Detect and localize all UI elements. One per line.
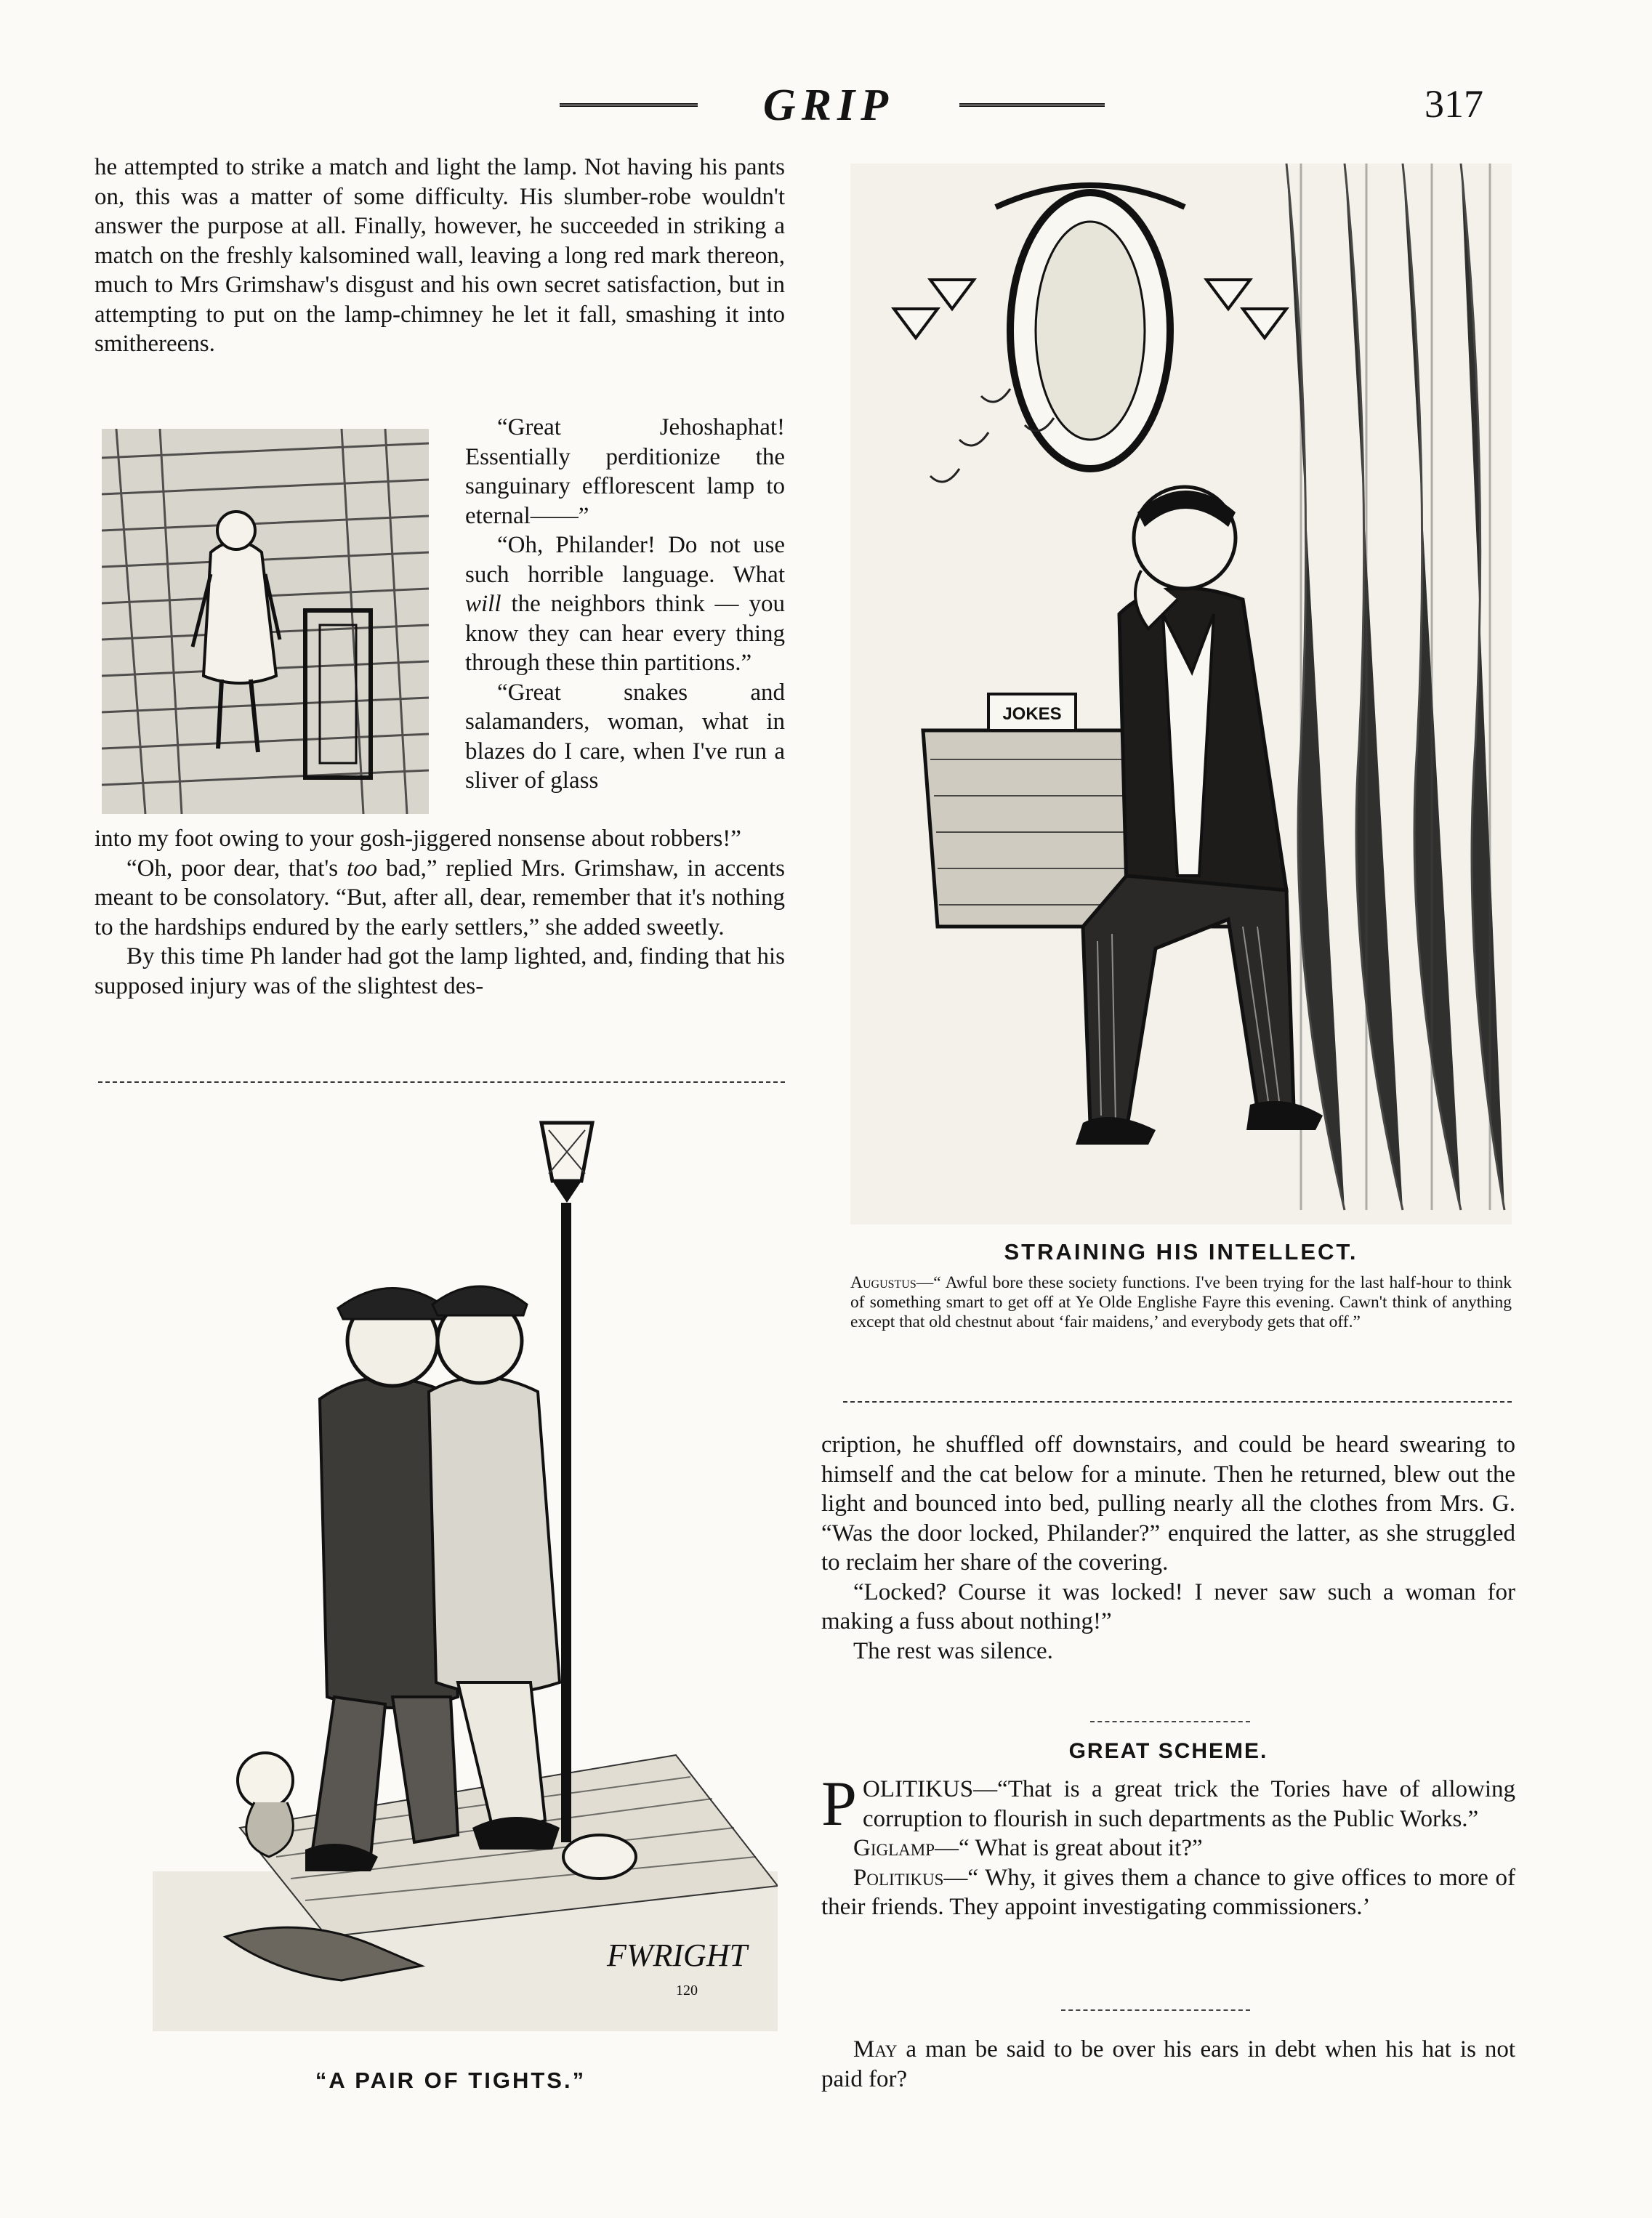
masthead-rule-left	[560, 103, 698, 107]
continuation-paragraph-2: “Locked? Course it was locked! I never saw such a woman for making a fuss about nothing!”	[821, 1578, 1515, 1634]
story-paragraph-4b: into my foot owing to your gosh-jiggered nonsense about robbers!”	[94, 826, 741, 852]
closing-joke	[821, 2035, 1515, 2094]
cartoon-pair-of-tights	[153, 1101, 778, 2046]
cartoon-straining-his-intellect	[850, 164, 1512, 1225]
caption-speaker: Augustus	[850, 1273, 916, 1292]
story-paragraph-3: “Oh, Philander! Do not use such horrible language. What will the neighbors think — you know they can hear every thing through these thin partitions.”	[465, 532, 785, 676]
joke-divider	[1061, 2009, 1250, 2011]
jokes-book-label: JOKES	[1002, 704, 1062, 724]
caption-pair-of-tights: “A PAIR OF TIGHTS.”	[315, 2068, 587, 2093]
section-divider	[1090, 1721, 1250, 1722]
cartoon-number: 120	[676, 1983, 698, 1999]
masthead-rule-right	[959, 103, 1105, 107]
continuation-paragraph-1: cription, he shuffled off downstairs, and could be heard swearing to himself and the cat below for a minute. Then he returned, blew out the light and bounced into bed, pulling nearly all the clothes from Mrs. G. “Was the door locked, Philander?” enquired the latter, as she struggled to reclaim her share of the covering.	[821, 1432, 1515, 1576]
illustration-man-in-nightshirt	[102, 429, 429, 814]
story-lower-left	[94, 824, 785, 1001]
page-number: 317	[1425, 82, 1483, 126]
story-beside-inset	[465, 413, 785, 796]
publication-title: GRIP	[762, 81, 895, 130]
great-scheme-line-3: Politikus—“ Why, it gives them a chance to give offices to more of their friends. They appoint investigating commissioners.’	[821, 1864, 1515, 1920]
caption-straining-title: STRAINING HIS INTELLECT.	[1004, 1239, 1358, 1265]
great-scheme-body	[821, 1769, 1515, 1922]
right-column-divider	[843, 1401, 1512, 1403]
cartoon-signature: FWRIGHT	[607, 1937, 748, 1973]
joke-text: May a man be said to be over his ears in debt when his hat is not paid for?	[821, 2036, 1515, 2092]
great-scheme-line-2: Giglamp—“ What is great about it?”	[853, 1835, 1203, 1861]
great-scheme-line-1: POLITIKUS—“That is a great trick the Tories have of allowing corruption to flourish in such departments as the Public Works.”	[821, 1769, 1515, 1839]
story-paragraph-1: he attempted to strike a match and light the lamp. Not having his pants on, this was a matter of some difficulty. His slumber-robe wouldn't answer the purpose at all. Finally, however, he succeeded in striking a match on the freshly kalsomined wall, leaving a long red mark thereon, much to Mrs Grimshaw's disgust and his own secret satisfaction, but in attempting to put on the lamp-chimney he let it fall, smashing it into smithereens.	[94, 154, 785, 357]
continuation-paragraph-3: The rest was silence.	[853, 1637, 1053, 1664]
left-column-divider	[98, 1081, 785, 1083]
story-paragraph-2: “Great Jehoshaphat! Essentially perditionize the sanguinary efflorescent lamp to eternal——”	[465, 414, 785, 529]
story-top-paragraph	[94, 153, 785, 359]
great-scheme-heading: GREAT SCHEME.	[1068, 1739, 1268, 1763]
caption-straining-body: Augustus—“ Awful bore these society functions. I've been trying for the last half-hour to think of something smart to get off at Ye Olde Englishe Fayre this evening. Cawn't think of anything except that old chestnut about ‘fair maidens,’ and everybody gets that off.”	[850, 1273, 1512, 1331]
dropcap: P	[821, 1769, 857, 1839]
masthead	[0, 80, 1652, 131]
story-paragraph-6: By this time Ph lander had got the lamp lighted, and, finding that his supposed injury was of the slightest des-	[94, 943, 785, 999]
story-paragraph-5: “Oh, poor dear, that's too bad,” replied Mrs. Grimshaw, in accents meant to be consolatory. “But, after all, dear, remember that it's nothing to the hardships endured by the early settlers,” she added sweetly.	[94, 855, 785, 940]
story-paragraph-4a: “Great snakes and salamanders, woman, what in blazes do I care, when I've run a sliver of glass	[465, 679, 785, 794]
story-continuation	[821, 1430, 1515, 1666]
